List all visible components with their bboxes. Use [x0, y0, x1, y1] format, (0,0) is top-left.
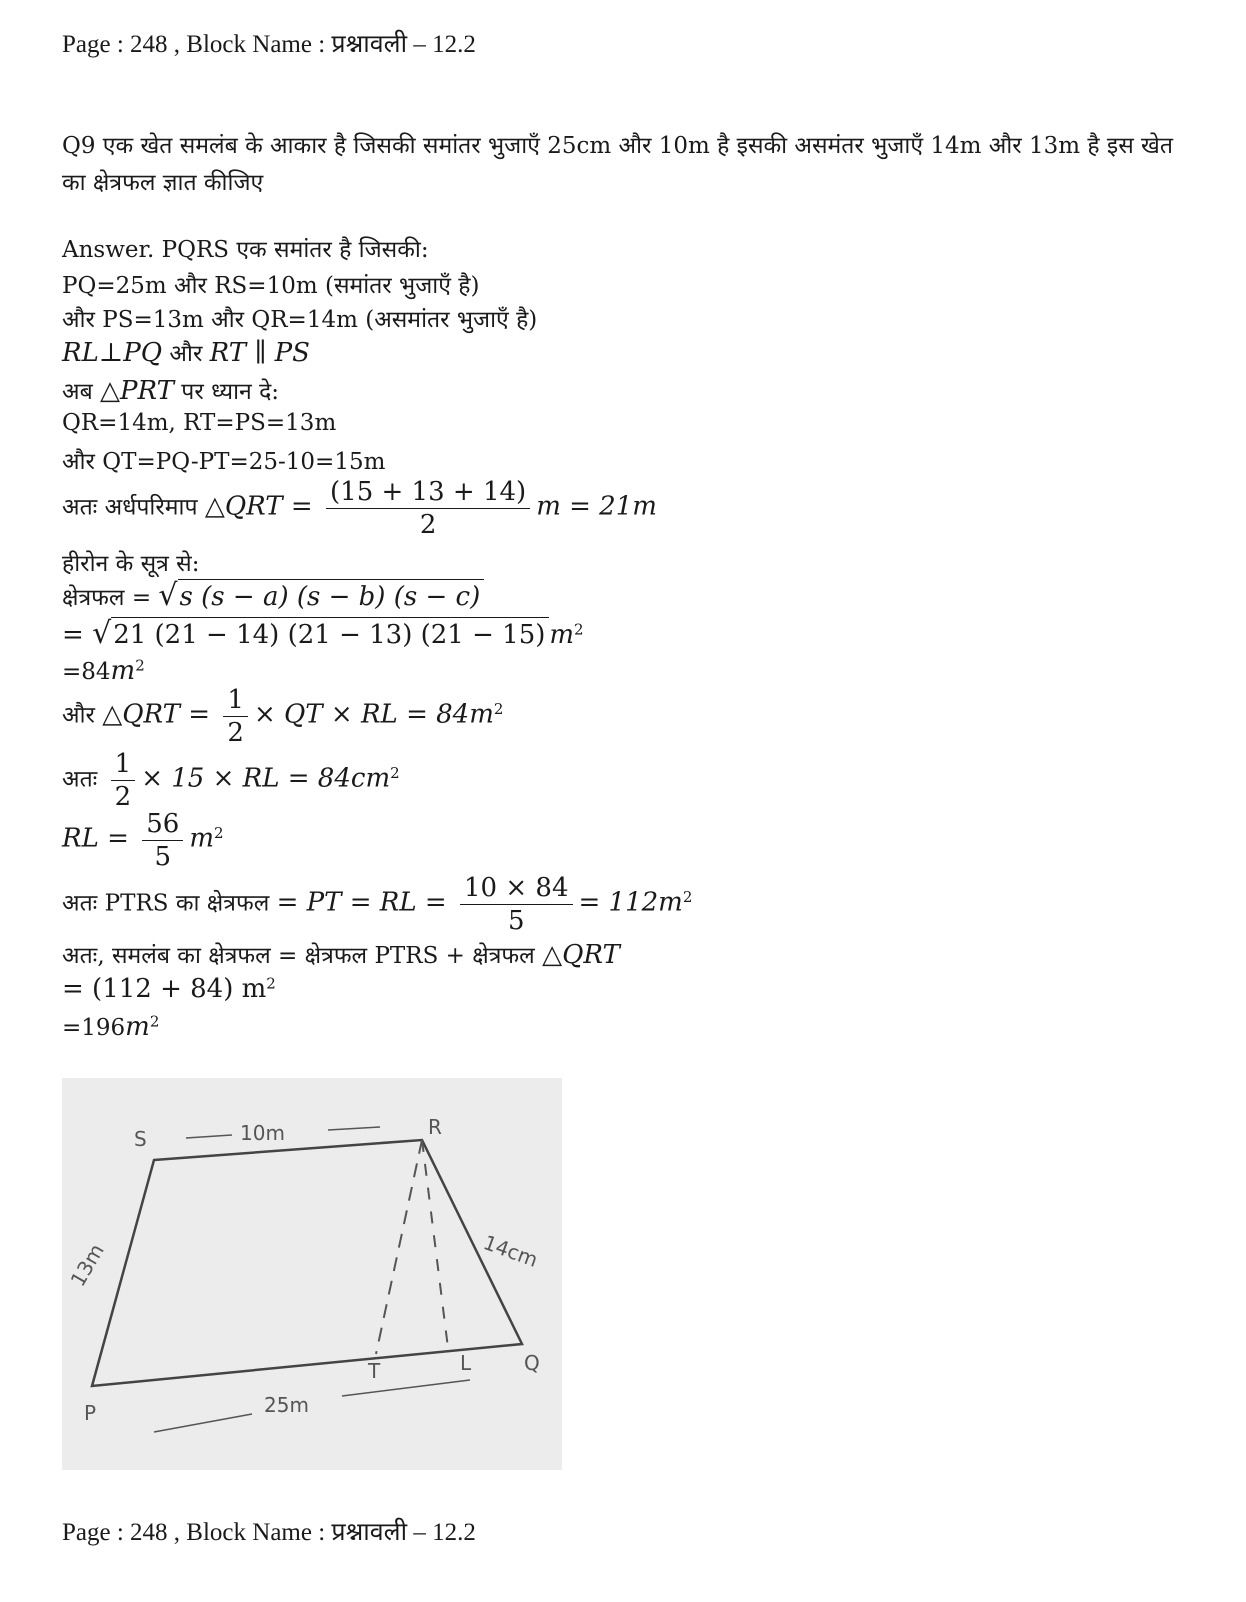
answer-line-5 — [62, 374, 279, 406]
answer-line-10: क्षेत्रफल = √s (s − a) (s − b) (s − c) — [62, 578, 484, 613]
label-right-length: 14cm — [480, 1230, 542, 1272]
answer-line-1: Answer. PQRS एक समांतर है जिसकी: — [62, 237, 429, 263]
vertex-q: Q — [524, 1351, 540, 1375]
vertex-l: L — [460, 1351, 472, 1375]
vertex-r: R — [428, 1115, 442, 1139]
answer-line-7: और QT=PQ-PT=25-10=15m — [62, 449, 386, 475]
answer-line-19: $=196m^2$ — [62, 1012, 160, 1042]
sqrt-expression: 21 (21 − 14) (21 − 13) (21 − 15) — [111, 617, 549, 650]
label-top-length: 10m — [240, 1121, 285, 1145]
math-triangle: △PRT — [100, 376, 174, 406]
answer-line-13: और △QRT = $\frac{1}{2}$ × QT × RL = $84m^2$ — [62, 685, 504, 748]
answer-line-8 — [62, 476, 657, 541]
answer-line-18: = (112 + 84) $m^2$ — [62, 974, 276, 1004]
page-footer: Page : 248 , Block Name : प्रश्नावली – 12.2 — [62, 1519, 476, 1546]
label-bottom-length: 25m — [264, 1393, 309, 1417]
fraction: $\frac{1}{2}$ — [111, 748, 136, 813]
answer-line-4 — [62, 336, 310, 368]
vertex-s: S — [134, 1127, 147, 1151]
text-and: और — [162, 341, 210, 367]
answer-line-12: $=84m^2$ — [62, 656, 145, 686]
answer-line-15: RL = $\frac{56}{5}$ $m^2$ — [62, 809, 224, 872]
trapezium-diagram — [62, 1078, 562, 1470]
fraction: $\frac{56}{5}$ — [142, 808, 183, 873]
sqrt-expression: s (s − a) (s − b) (s − c) — [178, 579, 485, 612]
answer-line-2: PQ=25m और RS=10m (समांतर भुजाएँ है) — [62, 273, 480, 299]
text: पर ध्यान दे: — [173, 379, 280, 405]
question-text: Q9 एक खेत समलंब के आकार है जिसकी समांतर भुजाएँ 25cm और 10m है इसकी असमंतर भुजाएँ 14m और 13m है इस खेत का क्षेत्रफल ज्ञात कीजिए — [62, 133, 1173, 196]
page-header: Page : 248 , Block Name : प्रश्नावली – 12.2 — [62, 31, 476, 58]
text: अब — [62, 379, 101, 405]
answer-line-11: = √21 (21 − 14) (21 − 13) (21 − 15) $m^2$ — [62, 616, 584, 651]
answer-line-14: अतः $\frac{1}{2}$ × 15 × RL = $84cm^2$ — [62, 749, 400, 812]
answer-line-16: अतः PTRS का क्षेत्रफल = PT = RL = $\frac{10 \times 84}{5}$ = $112m^2$ — [62, 873, 693, 936]
answer-line-9: हीरोन के सूत्र से: — [62, 551, 200, 577]
math-parallel: RT ∥ PS — [209, 338, 310, 368]
fraction: $\frac{10 \times 84}{5}$ — [460, 872, 572, 937]
trapezium-sketch — [62, 1078, 562, 1470]
text: अतः अर्धपरिमाप — [62, 494, 205, 521]
answer-line-17: अतः, समलंब का क्षेत्रफल = क्षेत्रफल PTRS + क्षेत्रफल △QRT — [62, 940, 620, 970]
fraction: $\frac{(15 + 13 + 14)}{2}$ — [326, 476, 530, 541]
answer-line-3: और PS=13m और QR=14m (असमांतर भुजाएँ है) — [62, 307, 538, 333]
vertex-p: P — [84, 1401, 97, 1425]
fraction: $\frac{1}{2}$ — [223, 684, 248, 749]
math: m = 21m — [536, 491, 657, 522]
text: क्षेत्रफल = — [62, 585, 159, 611]
answer-line-6: QR=14m, RT=PS=13m — [62, 410, 337, 436]
math-perpendicular: RL⊥PQ — [62, 338, 163, 368]
vertex-t: T — [368, 1359, 381, 1383]
label-left-length: 13m — [65, 1239, 109, 1291]
math: △QRT = — [204, 491, 313, 522]
